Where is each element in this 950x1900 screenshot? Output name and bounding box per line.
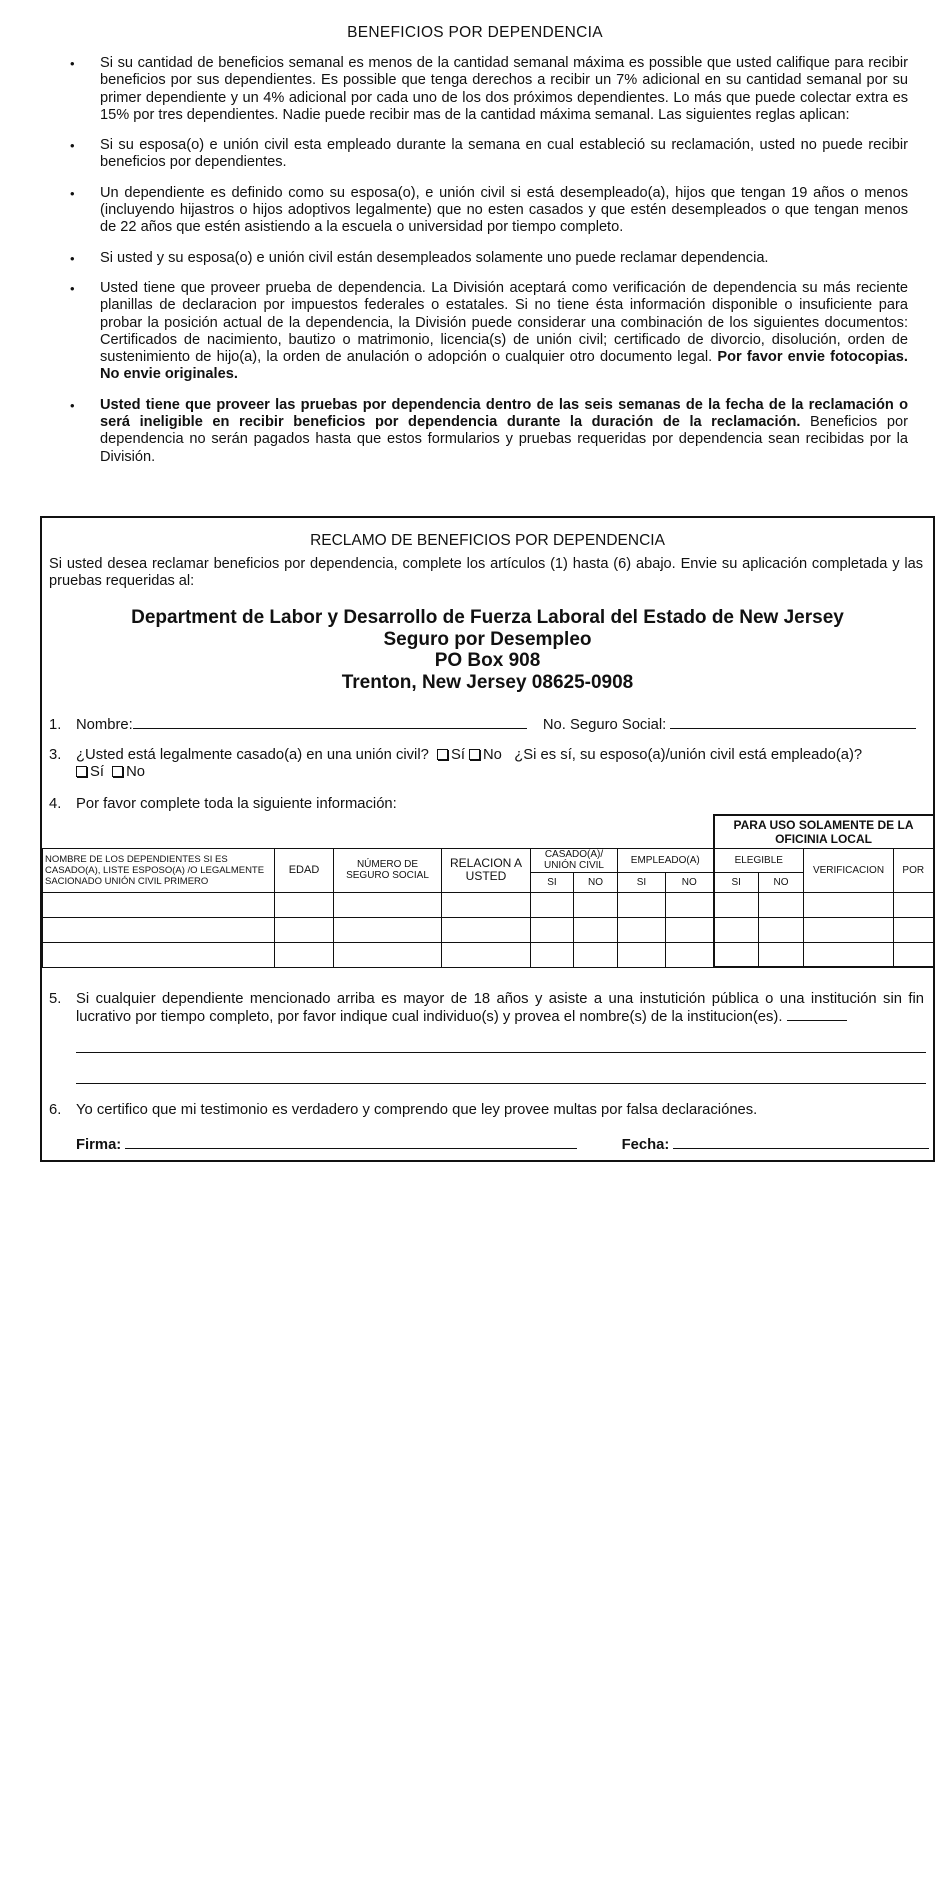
col-age-header: EDAD xyxy=(275,848,334,892)
eligible-yes-cell xyxy=(714,917,759,942)
relation-cell[interactable] xyxy=(442,917,531,942)
rules-list xyxy=(70,55,908,479)
rule-text: Un dependiente es definido como su esposa(o), e unión civil si está desempleado(a), hijos que tengan 19 años o menos (incluyendo hijastros o hijos adoptivos legalmente) que no esten casados y que estén desempleados o que tengan menos de 22 años que estén asistiendo a la escuela o universidad por tiempo completo. xyxy=(100,184,908,236)
eligible-yes-cell xyxy=(714,942,759,967)
item-number: 4. xyxy=(49,796,62,812)
eligible-no-cell xyxy=(759,892,804,917)
item-5-row xyxy=(49,991,924,1026)
married-yes-cell[interactable] xyxy=(531,917,574,942)
form-title: RECLAMO DE BENEFICIOS POR DEPENDENCIA xyxy=(310,532,665,549)
eligible-no-header: NO xyxy=(759,872,804,892)
table-row xyxy=(43,892,934,917)
rule-item xyxy=(70,397,908,466)
dependents-table-wrap xyxy=(42,814,933,984)
married-question: ¿Usted está legalmente casado(a) en una unión civil? xyxy=(76,747,429,763)
employed-yes-cell[interactable] xyxy=(618,942,666,967)
eligible-yes-cell xyxy=(714,892,759,917)
rule-text: Usted tiene que proveer prueba de dependencia. La División aceptará como verificación de dependencia su más reciente planillas de declaracion por impuestos federales o estatales. Si no tiene ésta información disponible o insuficiente para probar la posición actual de la dependencia, la División puede considerar una combinación de los siguientes documentos: Certificados de nacimiento, bautizo o matrimonio, licencia(s) de unión civil; certificado de divorcio, disolución, orden de sustenimiento de hijo(a), la orden de anulación o adopción o cualquier otro documento legal. xyxy=(100,279,908,366)
dependent-name-cell[interactable] xyxy=(43,892,275,917)
item-4-row xyxy=(49,796,397,812)
by-cell xyxy=(894,942,934,967)
rule-text: Si usted y su esposa(o) e unión civil están desempleados solamente uno puede reclamar dependencia. xyxy=(100,249,769,266)
married-no-cell[interactable] xyxy=(574,942,618,967)
by-cell xyxy=(894,917,934,942)
verification-cell xyxy=(804,892,894,917)
rule-text: Si su esposa(o) e unión civil esta empleado durante la semana en cual estableció su reclamación, usted no puede recibir beneficios por dependientes. xyxy=(100,137,908,171)
eligible-no-cell xyxy=(759,917,804,942)
married-no-header: NO xyxy=(574,872,618,892)
item-4-text: Por favor complete toda la siguiente información: xyxy=(76,796,397,812)
item-6-row xyxy=(49,1102,757,1118)
yes-label: Sí xyxy=(90,764,104,780)
institution-field[interactable] xyxy=(787,1008,847,1021)
dependent-name-cell[interactable] xyxy=(43,942,275,967)
col-employed-header: EMPLEADO(A) xyxy=(618,848,714,872)
employed-no-cell[interactable] xyxy=(666,942,714,967)
dependents-table xyxy=(42,814,935,968)
page-title: BENEFICIOS POR DEPENDENCIA xyxy=(347,24,603,41)
age-cell[interactable] xyxy=(275,892,334,917)
spouse-employed-question: ¿Si es sí, su esposo(a)/unión civil está empleado(a)? xyxy=(514,747,863,763)
ssn-label: No. Seguro Social: xyxy=(542,717,667,733)
age-cell[interactable] xyxy=(275,917,334,942)
rule-bold-text: Por favor envie fotocopias. No envie originales. xyxy=(100,349,908,383)
married-yes-cell[interactable] xyxy=(531,892,574,917)
rule-text: Beneficios por dependencia no serán pagados hasta que estos formularios y pruebas requeridas por dependencia sean recibidas por la División. xyxy=(100,414,908,465)
date-label: Fecha: xyxy=(621,1137,670,1153)
eligible-yes-header: SI xyxy=(714,872,759,892)
rule-text: Si su cantidad de beneficios semanal es menos de la cantidad semanal máxima es possible que usted califique para recibir beneficios por sus dependientes. Es possible que tenga derechos a recibir un 7% adicional en su cantidad semanal por su primer dependiente y un 4% adicional por cada uno de los dos próximos dependientes. Lo más que puede colectar extra es 15% por tres dependientes. Nadie puede recibir mas de la cantidad máxima semanal. Las siguientes reglas aplican: xyxy=(100,55,908,123)
employed-no-header: NO xyxy=(666,872,714,892)
rule-bold-lead: Usted tiene que proveer las pruebas por dependencia dentro de las seis semanas de la fecha de la reclamación o será ineligible en recibir beneficios por dependencia durante la duración de la reclamación. xyxy=(100,396,908,431)
married-yes-header: SI xyxy=(531,872,574,892)
married-yes-cell[interactable] xyxy=(531,942,574,967)
rule-item xyxy=(70,185,908,237)
col-by-header: POR xyxy=(894,848,934,892)
claim-form xyxy=(40,516,935,1162)
address-line: Department de Labor y Desarrollo de Fuerza Laboral del Estado de New Jersey xyxy=(131,607,844,628)
item-5-text: Si cualquier dependiente mencionado arriba es mayor de 18 años y asiste a una instutición pública o una institución sin fin lucrativo por tiempo completo, por favor indique cual individuo(s) y provea el nombre(s) de la institucion(es). xyxy=(76,991,924,1025)
employed-no-cell[interactable] xyxy=(666,917,714,942)
married-no-cell[interactable] xyxy=(574,892,618,917)
ssn-cell[interactable] xyxy=(334,942,442,967)
ssn-cell[interactable] xyxy=(334,892,442,917)
employed-no-checkbox[interactable] xyxy=(112,766,123,777)
by-cell xyxy=(894,892,934,917)
col-eligible-header: ELEGIBLE xyxy=(714,848,804,872)
office-use-header: PARA USO SOLAMENTE DE LA OFICINIA LOCAL xyxy=(714,815,934,848)
employed-yes-cell[interactable] xyxy=(618,892,666,917)
married-yes-checkbox[interactable] xyxy=(437,749,448,760)
employed-yes-cell[interactable] xyxy=(618,917,666,942)
employed-no-cell[interactable] xyxy=(666,892,714,917)
eligible-no-cell xyxy=(759,942,804,967)
col-relation-header: RELACION A USTED xyxy=(442,848,531,892)
relation-cell[interactable] xyxy=(442,942,531,967)
married-no-cell[interactable] xyxy=(574,917,618,942)
verification-cell xyxy=(804,917,894,942)
item-number: 3. xyxy=(49,747,62,763)
rule-item xyxy=(70,250,908,267)
married-no-checkbox[interactable] xyxy=(469,749,480,760)
institution-line[interactable] xyxy=(76,1052,926,1053)
item-number: 6. xyxy=(49,1102,62,1118)
employed-yes-header: SI xyxy=(618,872,666,892)
employed-yes-checkbox[interactable] xyxy=(76,766,87,777)
address-line: PO Box 908 xyxy=(434,650,541,671)
name-label: Nombre: xyxy=(76,717,133,733)
item-3-row xyxy=(49,747,862,763)
relation-cell[interactable] xyxy=(442,892,531,917)
table-row xyxy=(43,917,934,942)
yes-label: Sí xyxy=(451,747,465,763)
no-label: No xyxy=(126,764,146,780)
rule-item xyxy=(70,55,908,124)
mailing-address xyxy=(42,607,933,693)
item-3-row-2 xyxy=(76,764,145,780)
item-number: 1. xyxy=(49,717,62,733)
col-married-header: CASADO(A)/ UNIÓN CIVIL xyxy=(531,848,618,872)
age-cell[interactable] xyxy=(275,942,334,967)
dependent-name-cell[interactable] xyxy=(43,917,275,942)
ssn-cell[interactable] xyxy=(334,917,442,942)
signature-row xyxy=(76,1134,929,1153)
address-line: Seguro por Desempleo xyxy=(383,628,592,650)
col-verification-header: VERIFICACION xyxy=(804,848,894,892)
item-number: 5. xyxy=(49,991,62,1007)
item-6-text: Yo certifico que mi testimonio es verdadero y comprendo que ley provee multas por falsa declaraciónes. xyxy=(76,1102,758,1118)
col-ssn-header: NÚMERO DE SEGURO SOCIAL xyxy=(334,848,442,892)
signature-label: Firma: xyxy=(76,1137,122,1153)
institution-line[interactable] xyxy=(76,1083,926,1084)
date-field[interactable] xyxy=(673,1134,929,1149)
address-line: Trenton, New Jersey 08625-0908 xyxy=(341,671,634,693)
no-label: No xyxy=(482,747,502,763)
name-field[interactable] xyxy=(133,714,527,729)
form-intro: Si usted desea reclamar beneficios por dependencia, complete los artículos (1) hasta (6) abajo. Envie su aplicación completada y las pruebas requeridas al: xyxy=(49,556,923,589)
ssn-field[interactable] xyxy=(670,714,916,729)
rule-item xyxy=(70,137,908,172)
col-name-header: NOMBRE DE LOS DEPENDIENTES SI ES CASADO(A), LISTE ESPOSO(A) /O LEGALMENTE SACIONADO UNIÓN CIVIL PRIMERO xyxy=(43,848,275,892)
signature-field[interactable] xyxy=(125,1134,577,1149)
rule-item xyxy=(70,280,908,384)
table-row xyxy=(43,942,934,967)
verification-cell xyxy=(804,942,894,967)
item-1-row xyxy=(49,714,916,733)
